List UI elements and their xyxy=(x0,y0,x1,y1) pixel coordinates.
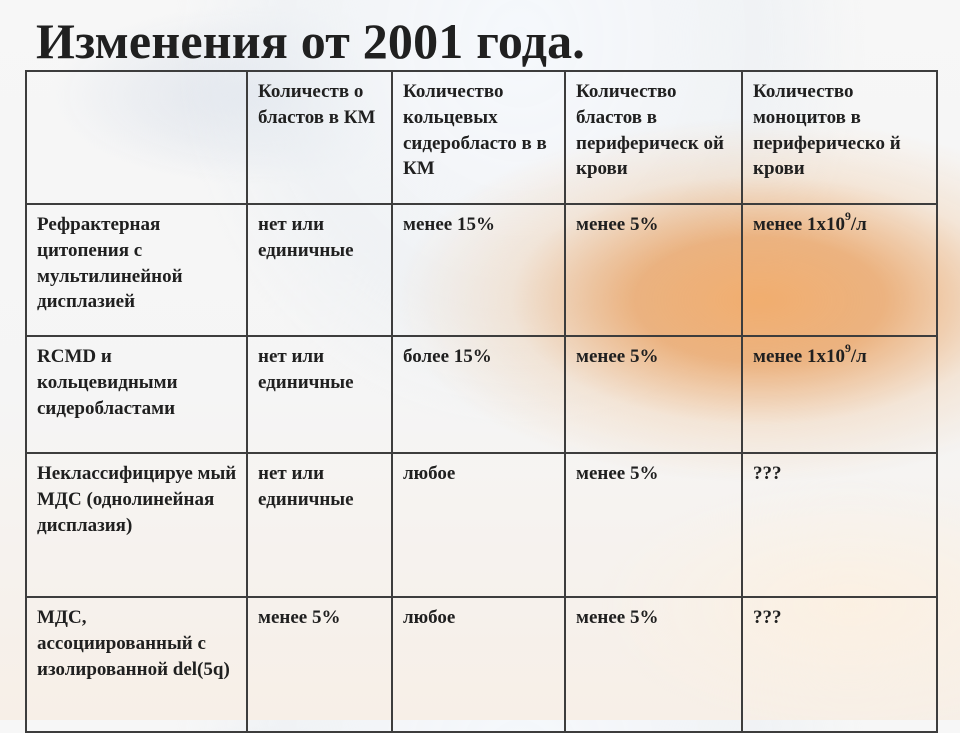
monocytes-pb-cell xyxy=(742,453,937,597)
table-row xyxy=(26,336,937,453)
table-container xyxy=(25,70,936,694)
row-label-cell xyxy=(26,453,247,597)
cell-value: ??? xyxy=(753,463,782,484)
monocytes-exponent: 9 xyxy=(844,210,851,224)
blasts-pb-cell xyxy=(565,597,742,732)
blasts-pb-cell xyxy=(565,336,742,453)
cell-value: менее 15% xyxy=(403,214,495,235)
ring-sideroblasts-cell xyxy=(392,597,565,732)
cell-value: менее 5% xyxy=(576,214,659,235)
monocytes-pb-cell xyxy=(742,597,937,732)
monocytes-value-main: менее 1х10 xyxy=(753,346,845,367)
row-label: Неклассифицируе мый МДС (однолинейная дисплазия) xyxy=(37,463,237,536)
monocytes-pb-cell xyxy=(742,336,937,453)
ring-sideroblasts-cell xyxy=(392,204,565,336)
cell-value: нет или единичные xyxy=(258,463,354,510)
monocytes-value-unit: /л xyxy=(850,214,867,235)
blasts-pb-cell xyxy=(565,453,742,597)
ring-sideroblasts-cell xyxy=(392,336,565,453)
header-label: Количеств о бластов в КМ xyxy=(258,81,376,128)
data-table xyxy=(25,70,938,733)
blasts-pb-cell xyxy=(565,204,742,336)
row-label-cell xyxy=(26,336,247,453)
blasts-bm-cell xyxy=(247,336,392,453)
cell-value: менее 5% xyxy=(576,346,659,367)
cell-value: ??? xyxy=(753,607,782,628)
monocytes-pb-cell xyxy=(742,204,937,336)
header-empty-cell xyxy=(26,71,247,204)
blasts-bm-cell xyxy=(247,453,392,597)
blasts-bm-cell xyxy=(247,204,392,336)
header-label: Количество кольцевых сидеробласто в в КМ xyxy=(403,81,547,180)
cell-value: любое xyxy=(403,463,456,484)
cell-value: более 15% xyxy=(403,346,492,367)
monocytes-value-unit: /л xyxy=(850,346,867,367)
table-row xyxy=(26,597,937,732)
header-label: Количество бластов в периферическ ой крови xyxy=(576,81,724,180)
header-cell-blasts-bm xyxy=(247,71,392,204)
cell-value: менее 5% xyxy=(576,607,659,628)
blasts-bm-cell xyxy=(247,597,392,732)
monocytes-exponent: 9 xyxy=(844,342,851,356)
cell-value: нет или единичные xyxy=(258,346,354,393)
header-cell-ring-sideroblasts xyxy=(392,71,565,204)
cell-value xyxy=(753,212,928,238)
ring-sideroblasts-cell xyxy=(392,453,565,597)
row-label-cell xyxy=(26,204,247,336)
cell-value: менее 5% xyxy=(258,607,341,628)
page-title: Изменения от 2001 года. xyxy=(36,13,586,69)
row-label: МДС, ассоциированный с изолированной del(5q) xyxy=(37,607,230,680)
row-label: RCMD и кольцевидными сидеробластами xyxy=(37,346,178,419)
header-label: Количество моноцитов в периферическо й крови xyxy=(753,81,901,180)
row-label-cell xyxy=(26,597,247,732)
cell-value: любое xyxy=(403,607,456,628)
table-row xyxy=(26,453,937,597)
row-label: Рефрактерная цитопения с мультилинейной дисплазией xyxy=(37,214,183,313)
header-cell-monocytes-pb xyxy=(742,71,937,204)
table-row xyxy=(26,204,937,336)
cell-value xyxy=(753,344,928,370)
table-header-row xyxy=(26,71,937,204)
header-cell-blasts-pb xyxy=(565,71,742,204)
cell-value: нет или единичные xyxy=(258,214,354,261)
monocytes-value-main: менее 1х10 xyxy=(753,214,845,235)
cell-value: менее 5% xyxy=(576,463,659,484)
